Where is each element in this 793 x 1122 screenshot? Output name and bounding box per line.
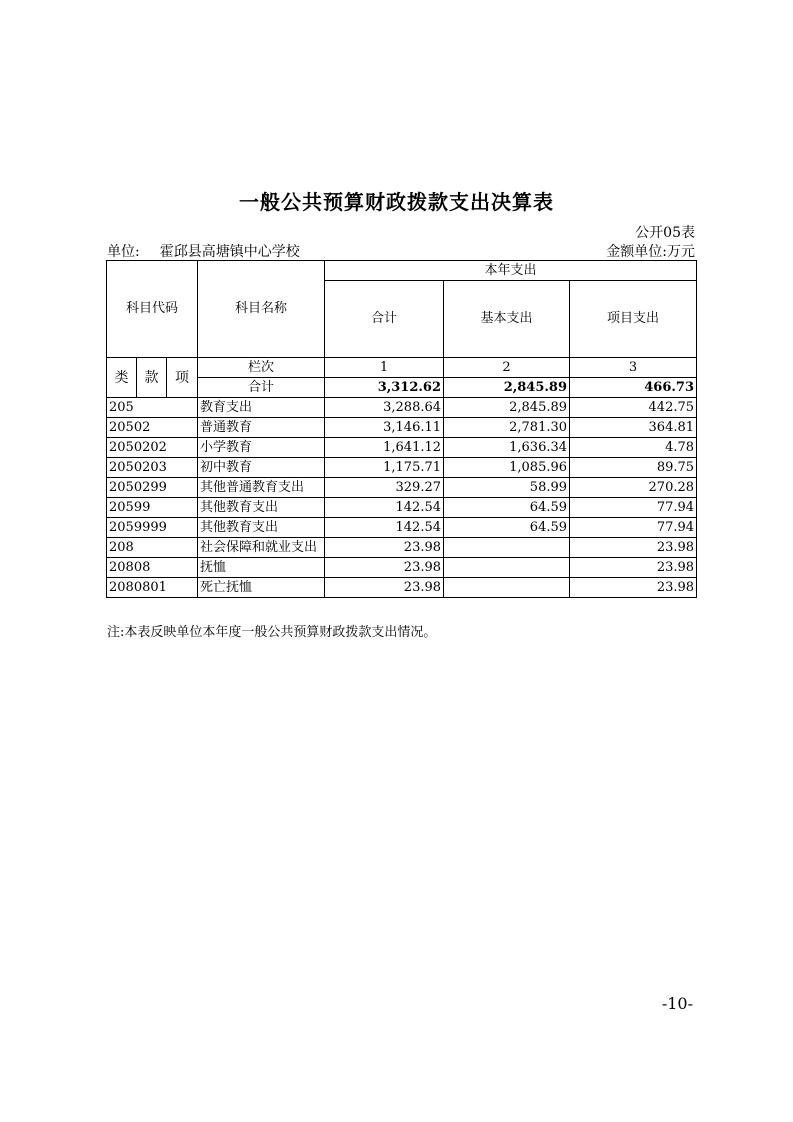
row-code: 20808 <box>107 558 198 578</box>
table-row <box>107 478 697 498</box>
row-basic: 1,636.34 <box>444 438 570 458</box>
footnote: 注:本表反映单位本年度一般公共预算财政拨款支出情况。 <box>107 625 437 640</box>
table-row <box>107 418 697 438</box>
table-row <box>107 398 697 418</box>
row-project: 364.81 <box>570 418 697 438</box>
row-basic <box>444 558 570 578</box>
row-basic: 2,845.89 <box>444 398 570 418</box>
row-name: 教育支出 <box>198 398 325 418</box>
row-total: 1,641.12 <box>325 438 444 458</box>
row-name: 初中教育 <box>198 458 325 478</box>
row-name: 社会保障和就业支出 <box>198 538 325 558</box>
row-code: 2080801 <box>107 578 198 598</box>
row-code: 208 <box>107 538 198 558</box>
header-name: 科目名称 <box>198 261 325 358</box>
header-code: 科目代码 <box>107 261 198 358</box>
row-basic: 1,085.96 <box>444 458 570 478</box>
row-name: 其他教育支出 <box>198 498 325 518</box>
table-row <box>107 458 697 478</box>
row-project: 442.75 <box>570 398 697 418</box>
row-project: 23.98 <box>570 538 697 558</box>
total-label: 合计 <box>198 378 325 398</box>
row-code: 205 <box>107 398 198 418</box>
row-project: 77.94 <box>570 518 697 538</box>
row-project: 77.94 <box>570 498 697 518</box>
col-1: 1 <box>325 358 444 378</box>
total-basic: 2,845.89 <box>444 378 570 398</box>
row-total: 23.98 <box>325 558 444 578</box>
row-code: 2059999 <box>107 518 198 538</box>
table-row <box>107 558 697 578</box>
row-project: 23.98 <box>570 578 697 598</box>
table-row <box>107 438 697 458</box>
row-total: 142.54 <box>325 498 444 518</box>
row-basic: 64.59 <box>444 518 570 538</box>
row-name: 普通教育 <box>198 418 325 438</box>
column-label: 栏次 <box>198 358 325 378</box>
row-name: 其他教育支出 <box>198 518 325 538</box>
table-row <box>107 578 697 598</box>
row-code: 20599 <box>107 498 198 518</box>
row-project: 4.78 <box>570 438 697 458</box>
row-total: 329.27 <box>325 478 444 498</box>
row-basic: 2,781.30 <box>444 418 570 438</box>
amount-unit: 金额单位:万元 <box>606 244 695 260</box>
row-total: 142.54 <box>325 518 444 538</box>
row-name: 抚恤 <box>198 558 325 578</box>
unit-name: 霍邱县高塘镇中心学校 <box>159 244 300 260</box>
row-code: 20502 <box>107 418 198 438</box>
row-code: 2050299 <box>107 478 198 498</box>
header-lei: 类 <box>107 358 137 398</box>
row-total: 23.98 <box>325 578 444 598</box>
total-project: 466.73 <box>570 378 697 398</box>
row-total: 3,146.11 <box>325 418 444 438</box>
table-row <box>107 498 697 518</box>
total-sum: 3,312.62 <box>325 378 444 398</box>
row-project: 23.98 <box>570 558 697 578</box>
row-project: 270.28 <box>570 478 697 498</box>
unit-line <box>107 241 300 261</box>
table-code: 公开05表 <box>635 225 695 241</box>
row-basic <box>444 578 570 598</box>
col-3: 3 <box>570 358 697 378</box>
row-total: 3,288.64 <box>325 398 444 418</box>
header-project: 项目支出 <box>570 281 697 358</box>
row-basic: 58.99 <box>444 478 570 498</box>
row-total: 23.98 <box>325 538 444 558</box>
row-basic <box>444 538 570 558</box>
table-row <box>107 538 697 558</box>
header-kuan: 款 <box>137 358 167 398</box>
unit-label: 单位: <box>107 244 140 260</box>
row-name: 死亡抚恤 <box>198 578 325 598</box>
row-total: 1,175.71 <box>325 458 444 478</box>
header-basic: 基本支出 <box>444 281 570 358</box>
header-xiang: 项 <box>167 358 198 398</box>
row-code: 2050202 <box>107 438 198 458</box>
page-number: -10- <box>661 994 693 1013</box>
row-name: 其他普通教育支出 <box>198 478 325 498</box>
header-year-expense: 本年支出 <box>325 261 697 281</box>
row-code: 2050203 <box>107 458 198 478</box>
row-name: 小学教育 <box>198 438 325 458</box>
header-total: 合计 <box>325 281 444 358</box>
table-row <box>107 518 697 538</box>
row-basic: 64.59 <box>444 498 570 518</box>
expense-table <box>106 260 697 598</box>
col-2: 2 <box>444 358 570 378</box>
row-project: 89.75 <box>570 458 697 478</box>
page-title: 一般公共预算财政拨款支出决算表 <box>239 190 554 214</box>
